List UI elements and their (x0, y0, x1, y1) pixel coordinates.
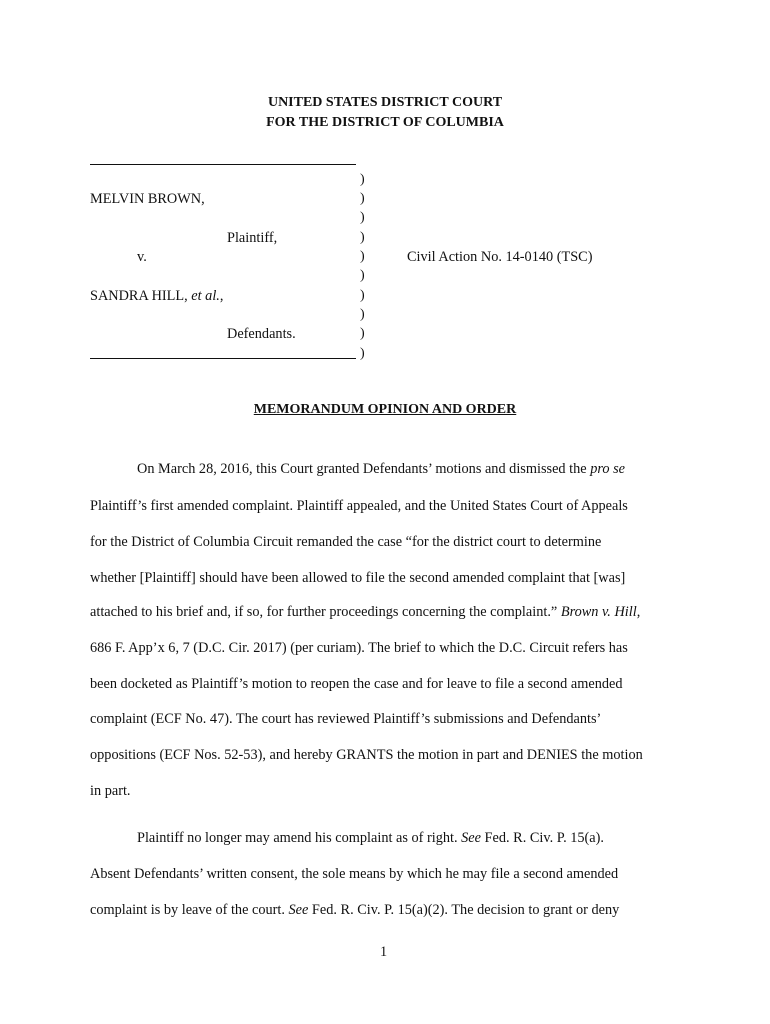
defendant-et-al: et al. (191, 288, 220, 304)
paragraph-line: for the District of Columbia Circuit remanded the case “for the district court to determine (90, 534, 602, 550)
caption-paren: ) (360, 346, 365, 361)
paragraph-line: oppositions (ECF Nos. 52-53), and hereby GRANTS the motion in part and DENIES the motion (90, 747, 643, 763)
defendant-role: Defendants. (227, 326, 296, 342)
paragraph-line: Absent Defendants’ written consent, the sole means by which he may file a second amended (90, 866, 619, 882)
paragraph-line: On March 28, 2016, this Court granted Defendants’ motions and dismissed the pro se (137, 461, 626, 477)
paragraph-line: Plaintiff’s first amended complaint. Plaintiff appealed, and the United States Court of Appeals (90, 498, 628, 514)
paragraph-line: complaint (ECF No. 47). The court has reviewed Plaintiff’s submissions and Defendants’ (90, 711, 602, 727)
paragraph-line: 686 F. App’x 6, 7 (D.C. Cir. 2017) (per curiam). The brief to which the D.C. Circuit refers has (90, 640, 628, 656)
caption-paren: ) (360, 210, 365, 225)
paragraph-line: attached to his brief and, if so, for further proceedings concerning the complaint.” Brown v. Hill, (90, 604, 641, 620)
paragraph-line: Plaintiff no longer may amend his complaint as of right. See Fed. R. Civ. P. 15(a). (137, 830, 604, 846)
paragraph-line: been docketed as Plaintiff’s motion to reopen the case and for leave to file a second amended (90, 676, 623, 692)
page-number: 1 (380, 944, 388, 960)
paragraph-line: complaint is by leave of the court. See Fed. R. Civ. P. 15(a)(2). The decision to grant or deny (90, 902, 620, 918)
paragraph-line: whether [Plaintiff] should have been allowed to file the second amended complaint that [was] (90, 570, 626, 586)
caption-paren: ) (360, 268, 365, 283)
caption-bottom-rule (90, 358, 356, 359)
court-name-line1: UNITED STATES DISTRICT COURT (267, 95, 503, 110)
caption-paren: ) (360, 230, 365, 245)
caption-paren: ) (360, 307, 365, 322)
civil-action-number: Civil Action No. 14-0140 (TSC) (407, 249, 593, 265)
caption-paren: ) (360, 249, 365, 264)
plaintiff-name: MELVIN BROWN, (90, 191, 205, 207)
document-title: MEMORANDUM OPINION AND ORDER (253, 402, 517, 417)
caption-top-rule (90, 164, 356, 165)
court-name-line2: FOR THE DISTRICT OF COLUMBIA (266, 115, 504, 130)
plaintiff-role: Plaintiff, (227, 230, 278, 246)
caption-paren: ) (360, 288, 365, 303)
defendant-name: SANDRA HILL, et al., (90, 288, 224, 304)
caption-paren: ) (360, 172, 365, 187)
paragraph-line: in part. (90, 783, 131, 799)
case-citation: Brown v. Hill (560, 604, 637, 620)
versus: v. (137, 249, 147, 265)
caption-paren: ) (360, 191, 365, 206)
caption-paren: ) (360, 326, 365, 341)
